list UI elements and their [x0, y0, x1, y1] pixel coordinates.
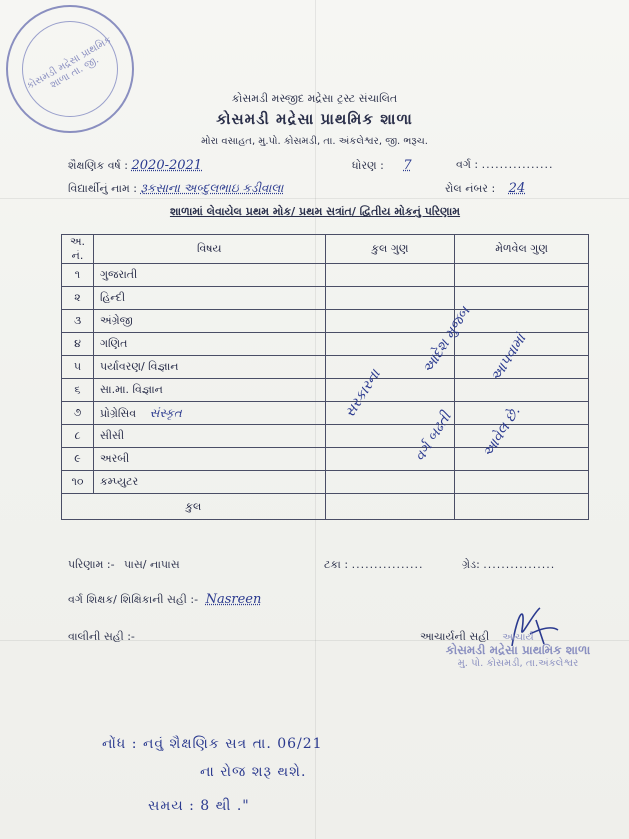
- row-subject: અંગ્રેજી: [93, 310, 325, 333]
- result-row: [68, 558, 180, 572]
- total-full: [325, 494, 455, 520]
- row-subject: પર્યાવરણ/ વિજ્ઞાન: [93, 356, 325, 379]
- standard-row: [352, 158, 428, 173]
- stamp-text: કોસમડી મદ્રેસા પ્રાથમિક શાળા તા. જી.: [24, 34, 114, 92]
- row-full: [325, 448, 455, 471]
- col-header-number: અ. નં.: [62, 235, 94, 264]
- row-full: [325, 310, 455, 333]
- percent-dots: ................: [351, 558, 424, 571]
- row-number: ૪: [62, 333, 94, 356]
- row-subject: અરબી: [93, 448, 325, 471]
- row-subject-handwritten: સંસ્કૃત: [149, 405, 182, 420]
- academic-year-label: શૈક્ષણિક વર્ષ :: [68, 159, 129, 172]
- row-number: ૩: [62, 310, 94, 333]
- row-full: [325, 264, 455, 287]
- grade-label: ગ્રેડ:: [462, 558, 480, 571]
- student-name-value: રૂકસાના અબ્દુલભાઇ કડીવાલા: [140, 181, 284, 195]
- note-line-3: સમય : 8 થી .": [148, 798, 250, 814]
- table-row: [62, 379, 589, 402]
- row-obtained: [455, 287, 589, 310]
- row-number: ૯: [62, 448, 94, 471]
- row-full: [325, 287, 455, 310]
- row-number: ૧૦: [62, 471, 94, 494]
- table-header-row: [62, 235, 589, 264]
- row-number: ૬: [62, 379, 94, 402]
- row-subject-text: પ્રોગ્રેસિવ: [99, 406, 137, 420]
- academic-year-value: 2020-2021: [131, 158, 203, 173]
- col-header-full-marks: કુલ ગુણ: [325, 235, 455, 264]
- row-number: ૨: [62, 287, 94, 310]
- division-label: વર્ગ :: [456, 158, 479, 171]
- row-subject: કમ્પ્યુટર: [93, 471, 325, 494]
- roll-number-value: 24: [508, 181, 526, 196]
- principal-signature-label: આચાર્યની સહી: [420, 630, 490, 643]
- row-subject: ગુજરાતી: [93, 264, 325, 287]
- row-obtained: [455, 310, 589, 333]
- row-number: ૮: [62, 425, 94, 448]
- handwritten-remark-b: આદેશ મુજબ: [420, 304, 474, 377]
- school-name: કોસમડી મદ્રેસા પ્રાથમિક શાળા: [216, 110, 413, 128]
- parent-signature-label: વાલીની સહી :-: [68, 630, 135, 643]
- percent-label: ટકા :: [324, 558, 349, 571]
- teacher-signature-label: વર્ગ શિક્ષક/ શિક્ષિકાની સહી :-: [68, 593, 199, 606]
- handwritten-remark-e: આવેલ છે.: [480, 403, 524, 461]
- standard-value: 7: [403, 158, 412, 173]
- row-obtained: [455, 379, 589, 402]
- row-number: ૫: [62, 356, 94, 379]
- trust-name: કોસમડી મસ્જીદ મદ્રેસા ટ્રસ્ટ સંચાલિત: [231, 92, 398, 105]
- teacher-signature-row: [68, 592, 261, 607]
- row-number: ૭: [62, 402, 94, 425]
- row-obtained: [455, 471, 589, 494]
- roll-number-label: રોલ નંબર :: [445, 182, 496, 195]
- row-full: [325, 379, 455, 402]
- stamp-rect-line1: આચાર્ય: [502, 632, 534, 643]
- note-line-1: નોંધ : નવું શૈક્ષણિક સત્ર તા. 06/21: [102, 736, 323, 752]
- academic-year-row: [68, 158, 202, 173]
- row-obtained: [455, 264, 589, 287]
- table-total-row: [62, 494, 589, 520]
- row-obtained: [455, 448, 589, 471]
- row-subject: સીસી: [93, 425, 325, 448]
- row-subject: સા.મા. વિજ્ઞાન: [93, 379, 325, 402]
- row-obtained: [455, 356, 589, 379]
- stamp-rect-line2: કોસમડી મદ્રેસા પ્રાથમિક શાળા: [445, 643, 591, 657]
- handwritten-remark-c: વર્ગ બઢતી: [412, 409, 455, 465]
- stamp-rect-line3: મુ. પો. કોસમડી, તા.અંકલેશ્વર: [457, 658, 579, 669]
- percent-row: [324, 558, 424, 572]
- col-header-obtained-marks: મેળવેલ ગુણ: [455, 235, 589, 264]
- result-title: શાળામાં લેવાયેલ પ્રથમ મોક/ પ્રથમ સત્રાંત/ દ્વિતીય મોકનું પરિણામ: [169, 205, 461, 218]
- grade-dots: ................: [483, 558, 556, 571]
- student-name-label: વિદ્યાર્થીનું નામ :: [68, 182, 137, 195]
- division-row: [456, 158, 554, 172]
- table-row: [62, 287, 589, 310]
- roll-number-row: [445, 181, 525, 196]
- row-subject: ગણિત: [93, 333, 325, 356]
- school-address: મોરા વસાહત, મુ.પો. કોસમડી, તા. અંકલેશ્વર, જી. ભરૂચ.: [201, 136, 428, 147]
- school-rect-stamp: [418, 632, 618, 694]
- row-subject: [93, 402, 325, 425]
- row-obtained: [455, 425, 589, 448]
- table-row: [62, 264, 589, 287]
- total-label: કુલ: [62, 494, 326, 520]
- row-number: ૧: [62, 264, 94, 287]
- table-row: [62, 471, 589, 494]
- result-label: પરિણામ :-: [68, 558, 115, 571]
- division-dots: ................: [481, 158, 554, 171]
- marks-table: [61, 234, 589, 520]
- student-name-row: [68, 181, 283, 196]
- note-line-2: ના રોજ શરૂ થશે.: [200, 764, 307, 780]
- result-value: પાસ/ નાપાસ: [124, 558, 180, 571]
- table-row: [62, 310, 589, 333]
- handwritten-remark-a: સરકારના: [342, 367, 384, 421]
- table-row: [62, 448, 589, 471]
- teacher-signature: Nasreen: [205, 592, 262, 607]
- total-obtained: [455, 494, 589, 520]
- row-subject: હિન્દી: [93, 287, 325, 310]
- row-full: [325, 471, 455, 494]
- standard-label: ધોરણ :: [352, 159, 384, 172]
- handwritten-remark-d: આપવામાં: [488, 331, 530, 385]
- grade-row: [462, 558, 555, 572]
- col-header-subject: વિષય: [93, 235, 325, 264]
